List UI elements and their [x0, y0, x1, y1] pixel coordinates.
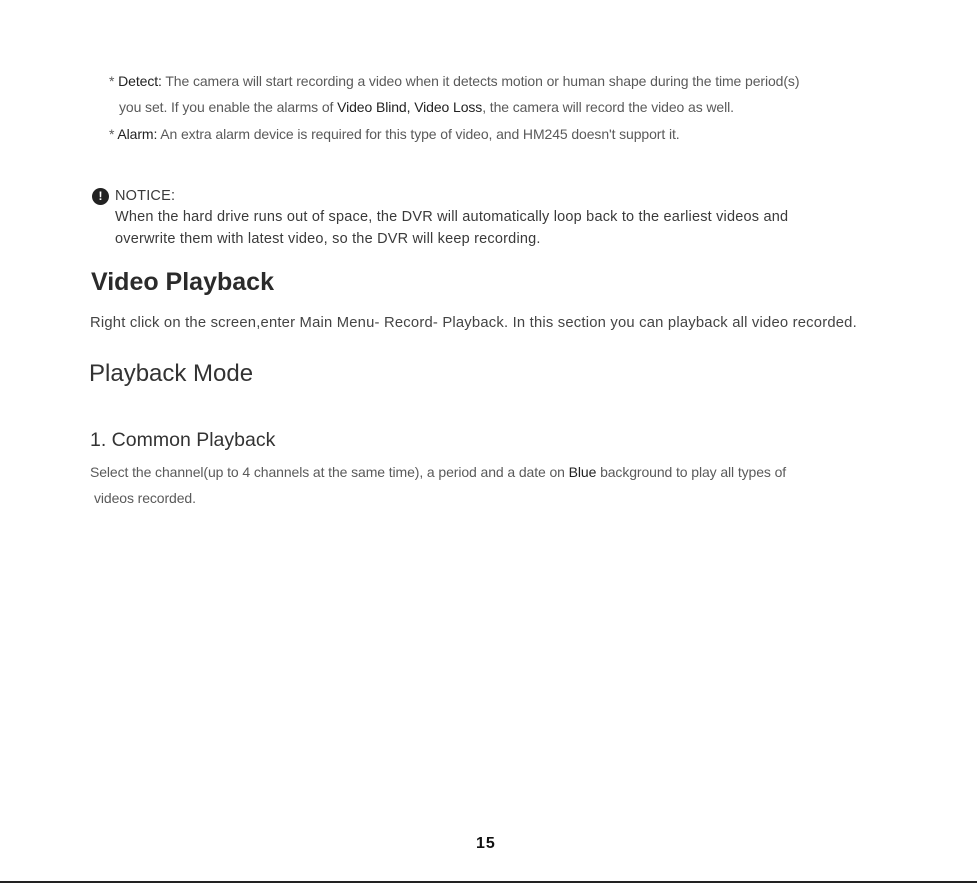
footer-rule: [0, 881, 977, 883]
detect-bullet: *: [109, 73, 115, 89]
common-playback-line-1: [90, 464, 786, 480]
page-number: 15: [476, 835, 496, 852]
notice-text-2: overwrite them with latest video, so the DVR will keep recording.: [115, 231, 541, 247]
common-playback-heading: 1. Common Playback: [90, 429, 276, 451]
alarm-bullet: *: [109, 126, 115, 142]
playback-mode-heading: Playback Mode: [89, 360, 254, 387]
notice-title: NOTICE:: [115, 188, 176, 204]
alarm-label: Alarm:: [117, 126, 158, 142]
alarm-line: [109, 126, 680, 142]
exclamation-icon: !: [92, 188, 109, 205]
detect-line-1: [109, 73, 799, 89]
alarm-text: An extra alarm device is required for this type of video, and HM245 doesn't support it.: [160, 126, 680, 142]
term-separator: ,: [406, 99, 411, 115]
video-playback-intro: Right click on the screen,enter Main Menu- Record- Playback. In this section you can playback all video recorded.: [90, 315, 857, 331]
common-playback-text-1: Select the channel(up to 4 channels at the same time), a period and a date on: [90, 464, 565, 480]
detect-line-2: [119, 99, 734, 115]
video-blind-term: Video Blind: [337, 99, 407, 115]
detect-text-2: you set. If you enable the alarms of: [119, 99, 334, 115]
blue-term: Blue: [568, 464, 597, 480]
detect-text-3: , the camera will record the video as well.: [482, 99, 734, 115]
common-playback-text-2: background to play all types of: [600, 464, 787, 480]
common-playback-line-2: videos recorded.: [94, 490, 196, 506]
video-playback-heading: Video Playback: [91, 268, 274, 296]
video-loss-term: Video Loss: [414, 99, 483, 115]
detect-label: Detect:: [118, 73, 162, 89]
notice-text-1: When the hard drive runs out of space, the DVR will automatically loop back to the earliest videos and: [115, 209, 789, 225]
detect-text-1: The camera will start recording a video when it detects motion or human shape during the time period(s): [165, 73, 800, 89]
